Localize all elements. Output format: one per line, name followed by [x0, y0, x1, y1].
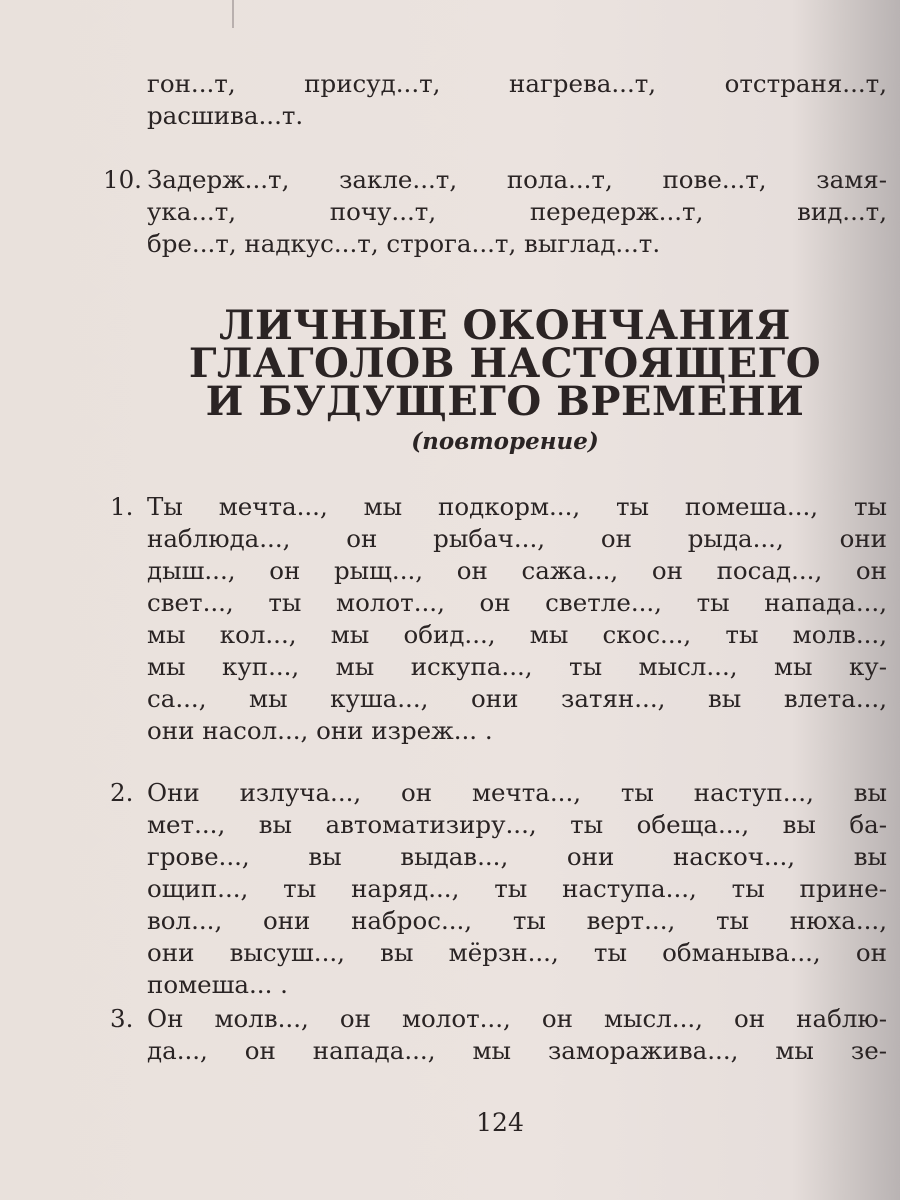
text-line: Они излуча..., он мечта..., ты наступ..., вы [147, 778, 887, 807]
exercise-number: 10. [103, 165, 142, 194]
exercise-number: 1. [110, 492, 134, 521]
text-line: вол..., они наброс..., ты верт..., ты нюха..., [147, 906, 887, 935]
text-line: да..., он напада..., мы заморажива..., мы зе- [147, 1036, 887, 1065]
text-line: грове..., вы выдав..., они наскоч..., вы [147, 842, 887, 871]
text-line: Задерж...т, закле...т, пола...т, пове...т, замя- [147, 165, 887, 194]
text-line: расшива...т. [147, 101, 304, 130]
text-line: помеша... . [147, 970, 288, 999]
exercise-1 [147, 491, 887, 747]
scan-mark [232, 0, 234, 28]
text-line: Он молв..., он молот..., он мысл..., он наблю- [147, 1004, 887, 1033]
section-subtitle: (повторение) [411, 428, 599, 455]
exercise-3 [147, 1003, 887, 1067]
exercise-2 [147, 777, 887, 1001]
page-number: 124 [476, 1108, 524, 1137]
text-line: наблюда..., он рыбач..., он рыда..., они [147, 524, 887, 553]
text-line: Ты мечта..., мы подкорм..., ты помеша..., ты [147, 492, 887, 521]
exercise-number: 2. [110, 778, 134, 807]
text-line: они высуш..., вы мёрзн..., ты обманыва..., он [147, 938, 887, 967]
text-line: бре...т, надкус...т, строга...т, выглад...т. [147, 229, 661, 258]
exercise-number: 3. [110, 1004, 134, 1033]
continuation-paragraph [147, 68, 887, 132]
text-line: са..., мы куша..., они затян..., вы влета..., [147, 684, 887, 713]
section-title-line: ЛИЧНЫЕ ОКОНЧАНИЯ [219, 302, 791, 349]
text-line: дыш..., он рыщ..., он сажа..., он посад..., он [147, 556, 887, 585]
section-title-line: ГЛАГОЛОВ НАСТОЯЩЕГО [188, 340, 822, 387]
text-line: гон...т, присуд...т, нагрева...т, отстраня...т, [147, 69, 887, 98]
text-line: мы куп..., мы искупа..., ты мысл..., мы ку- [147, 652, 887, 681]
text-line: они насол..., они изреж... . [147, 716, 493, 745]
section-title-line: И БУДУЩЕГО ВРЕМЕНИ [205, 378, 805, 425]
text-line: ощип..., ты наряд..., ты наступа..., ты прине- [147, 874, 887, 903]
exercise-10 [147, 164, 887, 260]
text-line: мет..., вы автоматизиру..., ты обеща..., вы ба- [147, 810, 887, 839]
text-line: свет..., ты молот..., он светле..., ты напада..., [147, 588, 887, 617]
text-line: мы кол..., мы обид..., мы скос..., ты молв..., [147, 620, 887, 649]
text-line: ука...т, почу...т, передерж...т, вид...т, [147, 197, 887, 226]
